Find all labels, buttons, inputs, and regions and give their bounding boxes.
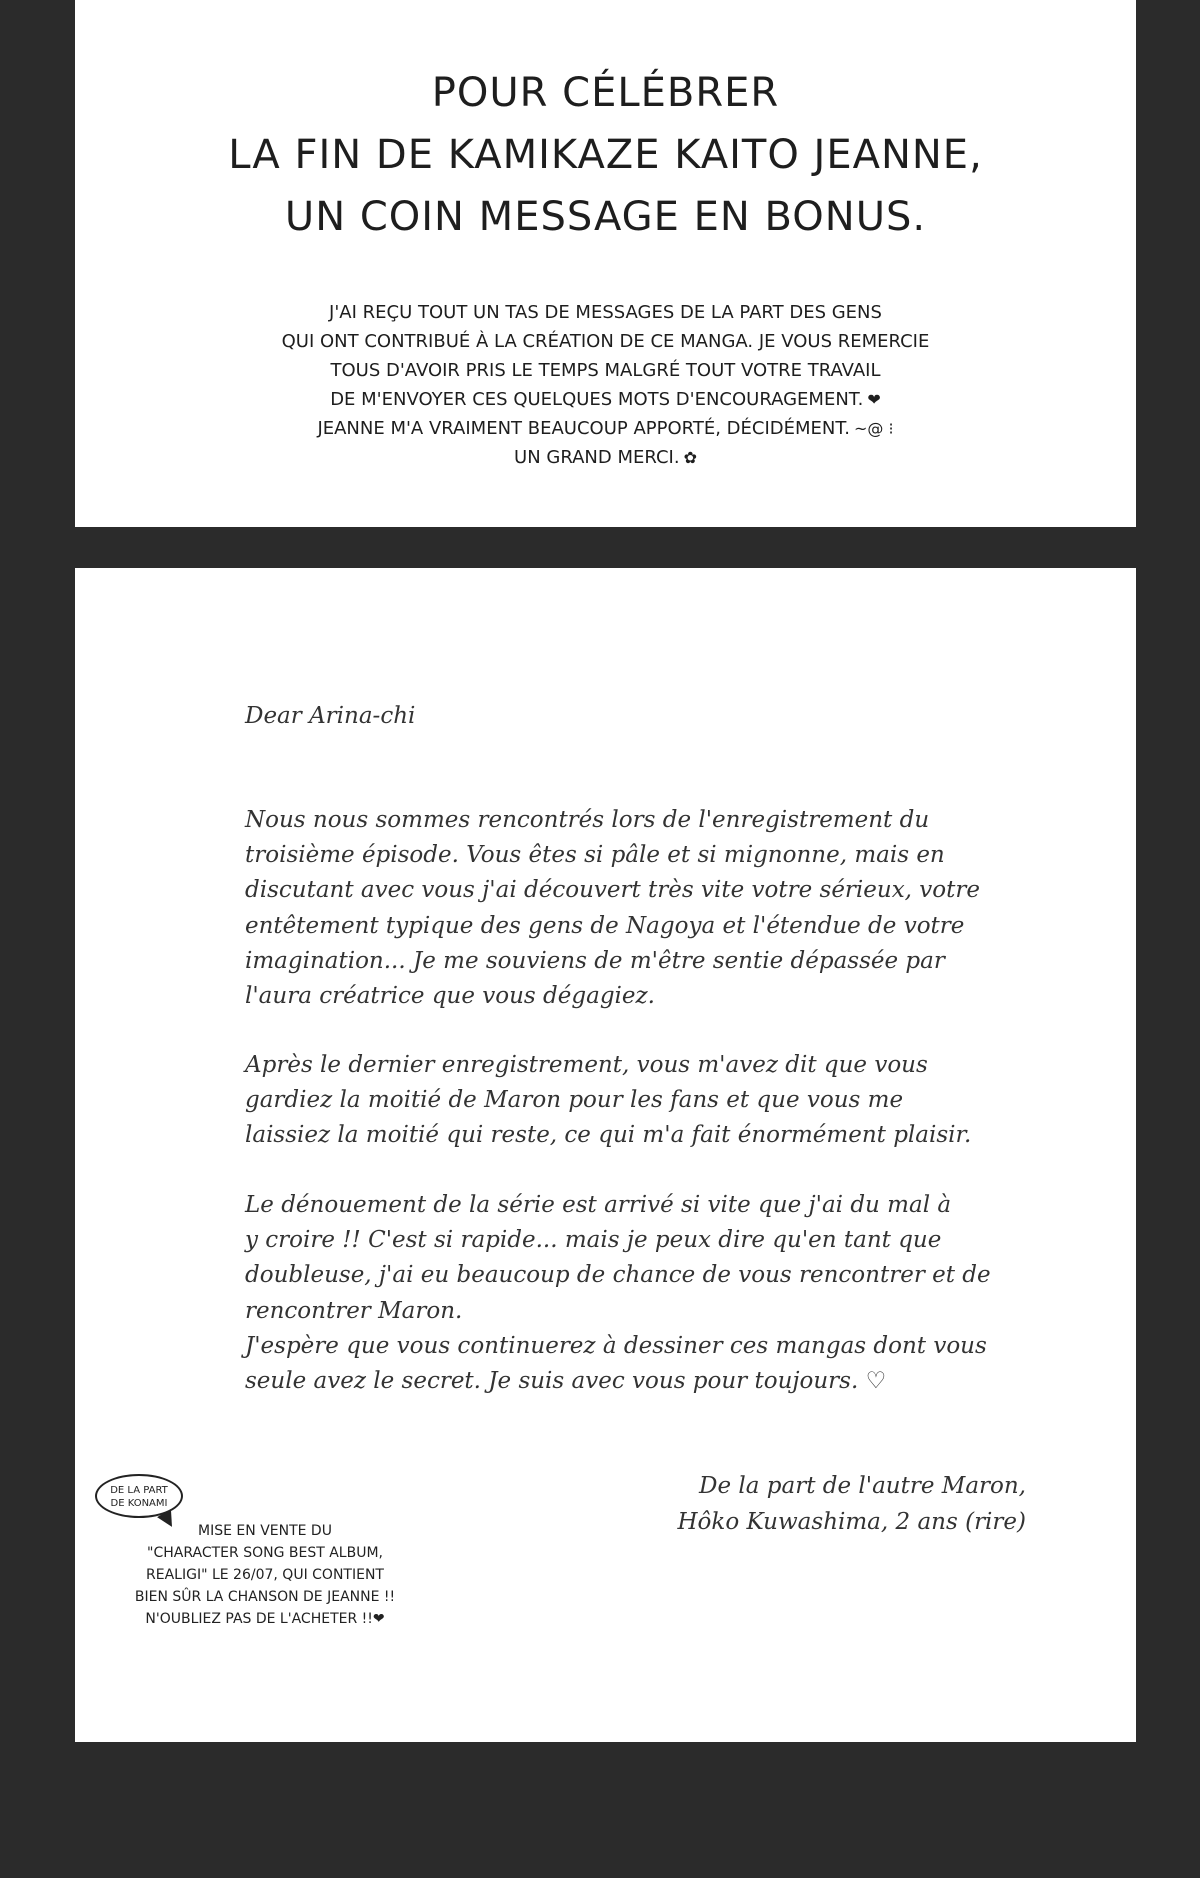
signature-line-1: De la part de l'autre Maron,: [699, 1473, 1026, 1499]
album-note: [95, 1520, 435, 1630]
paragraph-line: rencontrer Maron.: [245, 1297, 463, 1324]
title-line-2: LA FIN DE KAMIKAZE KAITO JEANNE,: [228, 132, 983, 178]
bubble-line-1: DE LA PART: [110, 1485, 168, 1496]
intro-line-5: JEANNE M'A VRAIMENT BEAUCOUP APPORTÉ, DÉCIDÉMENT.: [317, 418, 850, 439]
letter-signature: [678, 1468, 1027, 1540]
intro-line-2: QUI ONT CONTRIBUÉ À LA CRÉATION DE CE MANGA. JE VOUS REMERCIE: [281, 331, 930, 352]
letter-paragraph-2: [245, 1048, 1105, 1154]
note-line-2: "CHARACTER SONG BEST ALBUM,: [147, 1545, 383, 1561]
title-line-1: POUR CÉLÉBRER: [431, 70, 780, 116]
note-line-5: N'OUBLIEZ PAS DE L'ACHETER !!: [145, 1611, 373, 1627]
bubble-line-2: DE KONAMI: [110, 1498, 168, 1509]
paragraph-line: Nous nous sommes rencontrés lors de l'enregistrement du: [245, 807, 930, 833]
paragraph-line: Après le dernier enregistrement, vous m'avez dit que vous: [245, 1052, 928, 1078]
paragraph-line: y croire !! C'est si rapide... mais je peux dire qu'en tant que: [245, 1227, 942, 1254]
page-title: [75, 62, 1136, 248]
paragraph-line: seule avez le secret. Je suis avec vous pour toujours.: [245, 1368, 859, 1395]
paragraph-line: troisième épisode. Vous êtes si pâle et si mignonne, mais en: [245, 842, 945, 869]
paragraph-line: l'aura créatrice que vous dégagiez.: [245, 983, 655, 1010]
header-panel: [75, 0, 1136, 527]
flower-icon: ✿: [683, 448, 697, 467]
intro-line-5-wrap: [75, 414, 1136, 443]
intro-line-3: TOUS D'AVOIR PRIS LE TEMPS MALGRÉ TOUT VOTRE TRAVAIL: [330, 360, 881, 381]
letter-paragraph-3: [245, 1188, 1105, 1399]
signature-line-2: Hôko Kuwashima, 2 ans (rire): [677, 1509, 1026, 1535]
paragraph-line: doubleuse, j'ai eu beaucoup de chance de vous rencontrer et de: [245, 1262, 991, 1289]
note-line-3: REALIGI" LE 26/07, QUI CONTIENT: [146, 1567, 384, 1583]
paragraph-line: discutant avec vous j'ai découvert très vite votre sérieux, votre: [245, 877, 980, 904]
paragraph-line: entêtement typique des gens de Nagoya et l'étendue de votre: [245, 912, 965, 939]
intro-line-6-wrap: [75, 443, 1136, 472]
heart-icon: ❤: [372, 1611, 385, 1627]
swirl-icon: ~@ ⁝: [853, 419, 894, 438]
intro-line-1: J'AI REÇU TOUT UN TAS DE MESSAGES DE LA PART DES GENS: [329, 302, 882, 323]
paragraph-line: Le dénouement de la série est arrivé si vite que j'ai du mal à: [245, 1192, 952, 1218]
note-line-5-wrap: [95, 1608, 435, 1630]
intro-text: [75, 298, 1136, 472]
paragraph-line: imagination... Je me souviens de m'être sentie dépassée par: [245, 947, 945, 974]
intro-line-6: UN GRAND MERCI.: [514, 447, 680, 468]
intro-line-4: DE M'ENVOYER CES QUELQUES MOTS D'ENCOURAGEMENT.: [330, 389, 864, 410]
title-line-3: UN COIN MESSAGE EN BONUS.: [284, 194, 927, 240]
intro-line-4-wrap: [75, 385, 1136, 414]
note-line-1: MISE EN VENTE DU: [198, 1523, 332, 1539]
paragraph-line: laissiez la moitié qui reste, ce qui m'a fait énormément plaisir.: [245, 1122, 972, 1149]
heart-outline-icon: ♡: [865, 1368, 887, 1395]
letter-greeting: Dear Arina-chi: [245, 703, 416, 729]
paragraph-line: J'espère que vous continuerez à dessiner ces mangas dont vous: [245, 1332, 987, 1359]
paragraph-line: gardiez la moitié de Maron pour les fans et que vous me: [245, 1087, 904, 1114]
heart-icon: ❤: [867, 390, 881, 409]
paragraph-line-last: [245, 1364, 1105, 1399]
letter-panel: [75, 568, 1136, 1742]
note-line-4: BIEN SÛR LA CHANSON DE JEANNE !!: [134, 1589, 396, 1605]
letter-paragraph-1: [245, 803, 1105, 1014]
